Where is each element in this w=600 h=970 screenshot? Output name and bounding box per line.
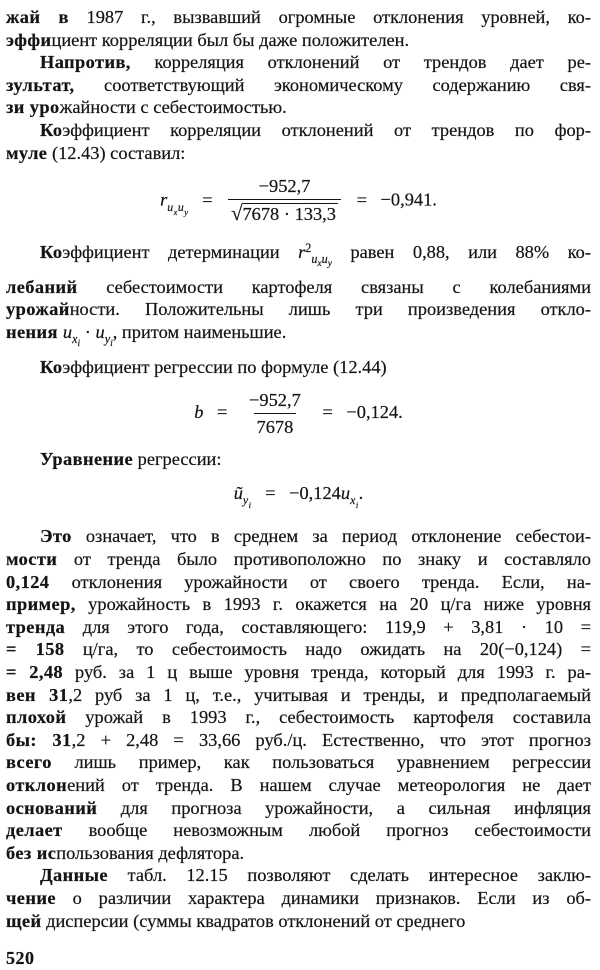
fraction	[228, 175, 341, 228]
text-line	[6, 774, 591, 797]
text-line	[6, 321, 591, 356]
text-segment: зультат,	[6, 74, 75, 95]
text-segment: Это	[40, 526, 72, 547]
text-line	[6, 525, 591, 548]
text-segment: y	[104, 331, 111, 346]
text-segment: вообще невозможным любой прогноз себестоимости	[62, 820, 591, 841]
text-segment: x	[317, 258, 322, 270]
text-line	[6, 638, 591, 661]
text-line	[6, 706, 591, 729]
text-segment: руб. за 1 ц выше уровня тренда, который для 1993 г. ра-	[63, 662, 591, 683]
text-segment: муле	[6, 142, 48, 163]
text-segment: отклон	[6, 775, 68, 796]
text-line	[6, 74, 591, 97]
text-segment: эффициент регрессии по формуле (12.44)	[62, 356, 387, 377]
text-segment: означает, что в среднем за период отклонение себестои-	[71, 526, 591, 547]
text-segment: корреляция отклонений от трендов дает ре-	[130, 52, 591, 73]
result-value: −0,941.	[380, 189, 437, 210]
text-segment: u	[62, 321, 73, 342]
text-segment: оснований	[6, 797, 98, 818]
text-line	[6, 819, 591, 842]
equals-sign: =	[217, 402, 228, 423]
text-line	[6, 276, 591, 299]
variable-u: u	[340, 482, 351, 503]
variable-r: r	[160, 189, 168, 210]
text-segment: пример,	[6, 594, 76, 615]
text-segment: циент корреляции был бы даже положителен.	[51, 29, 410, 50]
text-line	[6, 729, 591, 752]
formula-regression-coefficient	[6, 389, 591, 439]
formula-correlation-coefficient	[6, 175, 591, 228]
text-line	[6, 616, 591, 639]
text-segment: Напротив,	[40, 52, 131, 73]
text-line	[6, 661, 591, 684]
text-segment: от тренда было противоположно по знаку и составляло	[57, 549, 591, 570]
text-segment: Данные	[40, 865, 108, 886]
text-segment: всего	[6, 752, 52, 773]
equals-sign: =	[202, 189, 213, 210]
text-segment: жай в	[6, 7, 69, 27]
text-segment: Ко	[40, 356, 63, 377]
text-line	[6, 887, 591, 910]
equals-sign: =	[356, 189, 367, 210]
text-segment: себестоимости картофеля связаны с колебаниями	[77, 276, 591, 297]
text-segment: соответствующий экономическому содержанию свя-	[74, 74, 591, 95]
text-line	[6, 96, 591, 119]
text-line	[6, 593, 591, 616]
text-segment: ,2 + 2,48 = 33,66 руб./ц. Естественно, что этот прогноз	[71, 729, 591, 750]
period: .	[358, 482, 364, 503]
text-segment: u	[95, 321, 105, 342]
paragraph-regression-eq-intro	[6, 448, 591, 471]
text-line	[6, 448, 591, 471]
text-segment: i	[110, 338, 113, 349]
paragraph-correlation-intro	[6, 119, 591, 164]
text-segment: u	[311, 251, 318, 266]
paragraph-naprotiv	[6, 51, 591, 119]
text-line	[6, 51, 591, 74]
equals-sign: =	[322, 402, 333, 423]
variable-u-tilde: ũ	[233, 482, 243, 503]
result-value: −0,124.	[346, 402, 403, 423]
paragraph-continuation	[6, 6, 591, 51]
text-line	[6, 751, 591, 774]
subscript-uxuy: uxuy	[167, 201, 189, 217]
text-segment: щей	[6, 910, 42, 931]
text-segment: лишь пример, как пользоваться уравнением регрессии	[51, 752, 591, 773]
numerator: −952,7	[249, 390, 301, 411]
text-segment: плохой	[6, 707, 67, 728]
text-line	[6, 797, 591, 820]
text-segment: зи уро	[6, 97, 60, 118]
text-segment: урожай	[6, 299, 70, 320]
text-segment: (12.43) составил:	[47, 142, 186, 163]
variable-b: b	[194, 402, 204, 423]
text-segment: равен 0,88, или 88% ко-	[331, 241, 591, 262]
text-segment: ений от тренда. В нашем случае метеорология не дает	[67, 775, 591, 796]
text-segment: y	[327, 258, 332, 270]
text-segment: 1987 г., вызвавший огромные отклонения уровней, ко-	[68, 7, 592, 27]
text-line	[6, 142, 591, 165]
paragraph-regression-coef-intro	[6, 356, 591, 379]
text-segment: урожайность в 1993 г. окажется на 20 ц/га ниже уровня	[75, 594, 591, 615]
sqrt-icon: √	[231, 203, 243, 226]
text-line	[6, 298, 591, 321]
text-segment: табл. 12.15 позволяют сделать интересное заклю-	[107, 865, 591, 886]
text-segment: ности. Положительны лишь три произведения откло-	[69, 299, 591, 320]
subscript-xi: xi	[350, 494, 359, 510]
subscript-yi: yi	[242, 494, 252, 510]
text-line	[6, 237, 591, 276]
fraction	[243, 389, 307, 439]
text-line	[6, 842, 591, 865]
text-segment: x	[72, 331, 78, 346]
text-line	[6, 29, 591, 52]
text-line	[6, 910, 591, 933]
text-segment: тренда	[6, 616, 66, 637]
text-segment: Уравнение	[40, 449, 134, 470]
text-segment: ·	[80, 321, 96, 342]
text-segment: для прогноза урожайности, а сильная инфляция	[97, 797, 591, 818]
text-segment: лебаний	[6, 276, 78, 297]
text-segment: бы: 31	[6, 729, 72, 750]
paragraph-forecast-example	[6, 525, 591, 864]
text-segment: вен 31	[6, 684, 69, 705]
formula-regression-equation	[6, 482, 591, 517]
text-segment: о различии характера динамики признаков. Если из об-	[55, 887, 591, 908]
text-segment: эффи	[6, 29, 52, 50]
text-segment: эффициент детерминации	[62, 241, 299, 262]
denominator: 7678	[254, 413, 297, 439]
text-segment: u	[321, 251, 328, 266]
equals-sign: =	[265, 482, 276, 503]
text-segment: жайности с себестоимостью.	[59, 97, 287, 118]
text-line	[6, 571, 591, 594]
text-segment: Ко	[40, 119, 63, 140]
text-segment: для этого года, составляющего: 119,9 + 3,81 · 10 =	[65, 616, 591, 637]
text-line	[6, 356, 591, 379]
text-segment: отклонения урожайности от своего тренда. Если, на-	[49, 571, 591, 592]
coefficient-value: −0,124	[289, 482, 341, 503]
text-segment: i	[77, 338, 81, 349]
text-segment: 0,124	[6, 571, 50, 592]
text-segment: делает	[6, 820, 63, 841]
radicand: 7678 · 133,3	[242, 204, 336, 225]
text-segment: чение	[6, 887, 56, 908]
text-segment: = 2,48	[6, 662, 64, 683]
numerator: −952,7	[258, 176, 311, 197]
text-segment: эффициент корреляции отклонений от трендов по фор-	[62, 119, 591, 140]
text-segment: дисперсии (суммы квадратов отклонений от среднего	[41, 910, 466, 931]
text-segment: ,2 руб за 1 ц, т.е., учитывая и тренды, и предполагаемый	[68, 684, 591, 705]
text-segment: ц/га, то себестоимость надо ожидать на 20(−0,124) =	[64, 639, 591, 660]
text-segment: r	[298, 241, 306, 262]
text-segment: мости	[6, 549, 58, 570]
text-line	[6, 864, 591, 887]
text-segment: регрессии:	[133, 449, 222, 470]
text-segment: без ис	[6, 842, 57, 863]
paragraph-determination	[6, 237, 591, 356]
text-line	[6, 684, 591, 707]
text-segment: урожай в 1993 г., себестоимость картофеля составила	[66, 707, 591, 728]
text-segment: = 158	[6, 639, 65, 660]
text-segment: пользования дефлятора.	[56, 842, 245, 863]
text-segment: Ко	[40, 241, 63, 262]
text-line	[6, 548, 591, 571]
text-segment: 2	[305, 240, 312, 255]
page-number: 520	[6, 948, 35, 969]
text-segment: , притом наименьшие.	[112, 321, 287, 342]
text-segment: нения	[6, 321, 63, 342]
text-line	[6, 6, 591, 29]
denominator	[228, 199, 341, 228]
paragraph-table-conclusion	[6, 864, 591, 932]
text-line	[6, 119, 591, 142]
